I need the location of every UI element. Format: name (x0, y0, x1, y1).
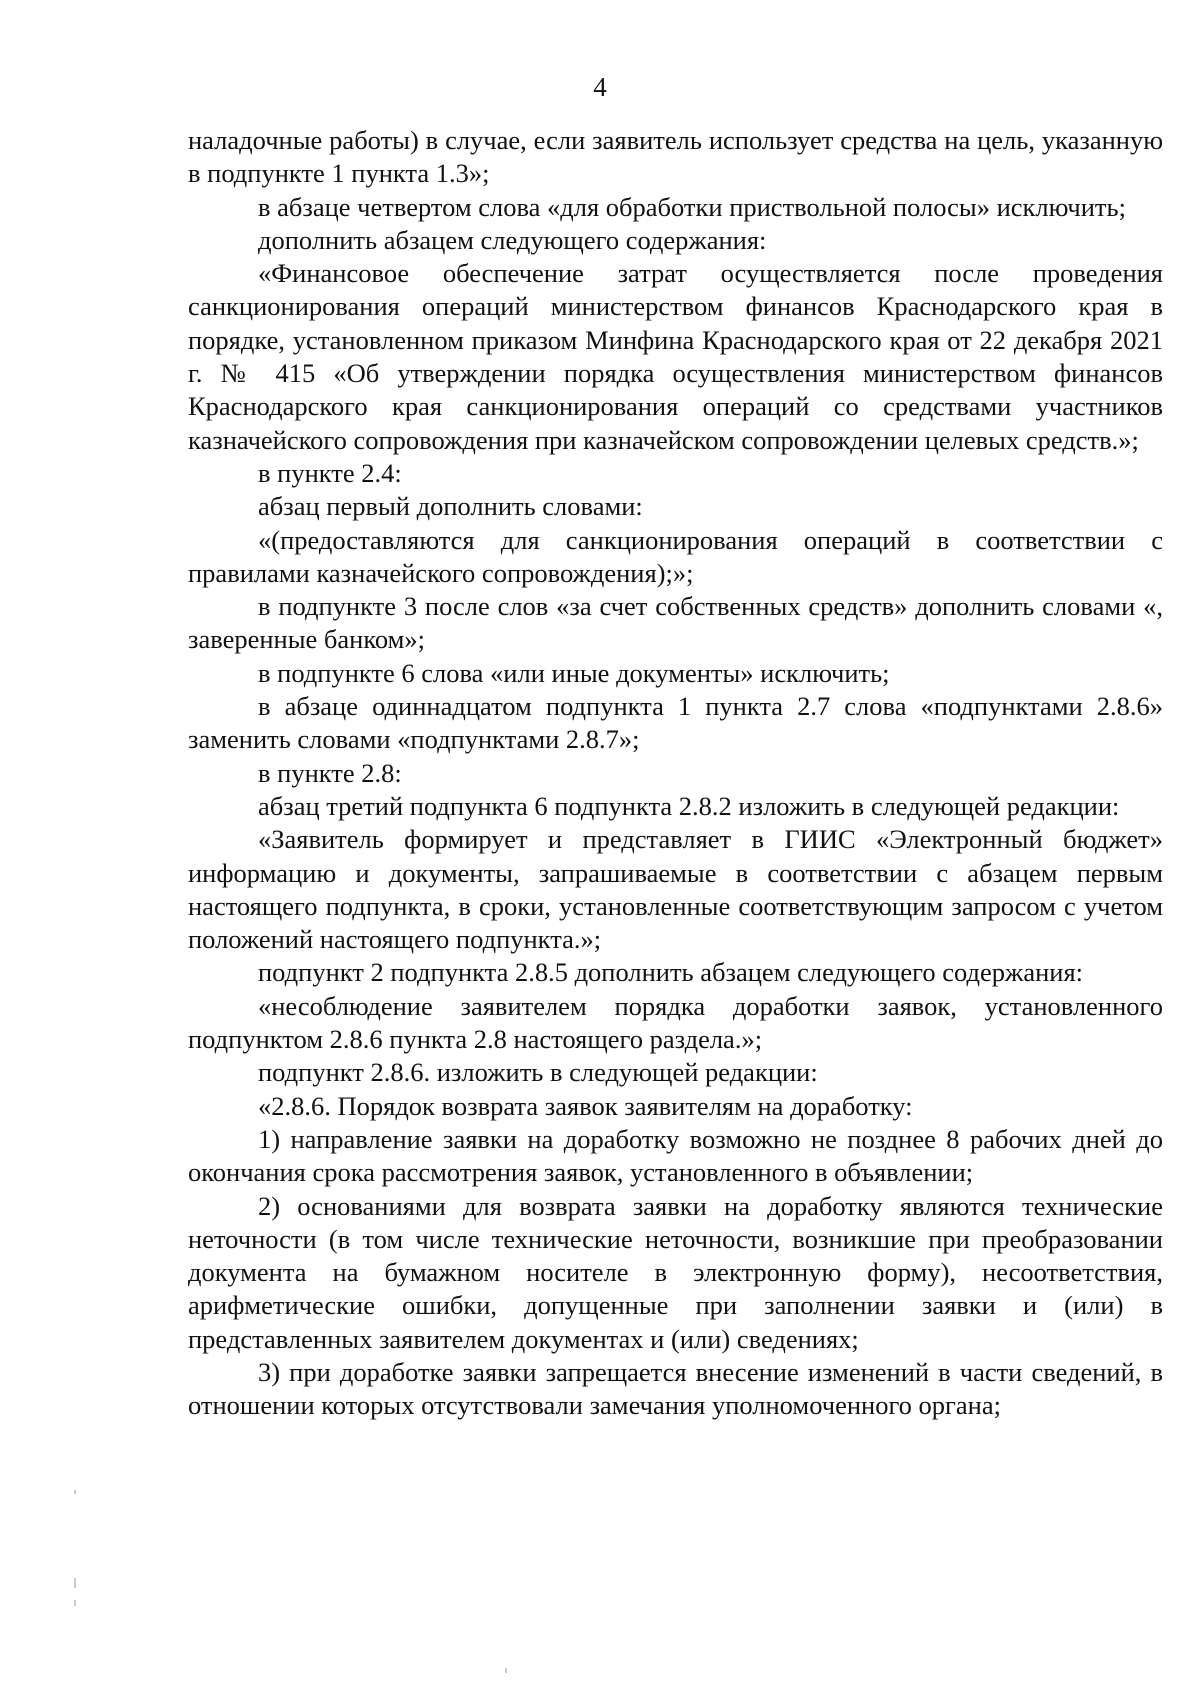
paragraph: «2.8.6. Порядок возврата заявок заявителям на доработку: (258, 1090, 913, 1121)
paragraph: «Финансовое обеспечение затрат осуществляется после проведения санкционирования операций министерством финансов Краснодарского края в порядке, установленном приказом Минфина Краснодарского края от 22 декабря 2021 г. № 415 «Об утверждении порядка осуществления министерством финансов Краснодарского края санкционирования операций со средствами участников казначейского сопровождения при казначейском сопровождении целевых средств.»; (188, 258, 1163, 455)
scan-speck (74, 1490, 76, 1494)
paragraph: подпункт 2.8.6. изложить в следующей редакции: (258, 1057, 818, 1088)
scan-speck (505, 1668, 507, 1673)
paragraph: абзац первый дополнить словами: (258, 491, 643, 522)
paragraph: в абзаце одиннадцатом подпункта 1 пункта 2.7 слова «подпунктами 2.8.6» заменить словами «подпунктами 2.8.7»; (188, 691, 1163, 755)
paragraph: 3) при доработке заявки запрещается внесение изменений в части сведений, в отношении которых отсутствовали замечания уполномоченного органа; (188, 1356, 1163, 1421)
paragraph-continuation: наладочные работы) в случае, если заявитель использует средства на цель, указанную в подпункте 1 пункта 1.3»; (188, 125, 1163, 189)
scan-speck (74, 1600, 76, 1606)
paragraph: 2) основаниями для возврата заявки на доработку являются технические неточности (в том числе технические неточности, возникшие при преобразовании документа на бумажном носителе в электронную форму), несоответствия, арифметические ошибки, допущенные при заполнении заявки и (или) в представленных заявителем документах и (или) сведениях; (188, 1190, 1163, 1354)
paragraph: абзац третий подпункта 6 подпункта 2.8.2 изложить в следующей редакции: (258, 790, 1120, 821)
paragraph: «несоблюдение заявителем порядка доработки заявок, установленного подпунктом 2.8.6 пункта 2.8 настоящего раздела.»; (188, 990, 1163, 1055)
paragraph: 1) направление заявки на доработку возможно не позднее 8 рабочих дней до окончания срока рассмотрения заявок, установленного в объявлении; (188, 1123, 1163, 1188)
paragraph: подпункт 2 подпункта 2.8.5 дополнить абзацем следующего содержания: (258, 957, 1083, 988)
paragraph: в пункте 2.8: (258, 757, 402, 788)
paragraph: в абзаце четвертом слова «для обработки приствольной полосы» исключить; (258, 191, 1126, 222)
paragraph: в пункте 2.4: (258, 457, 402, 488)
paragraph: «Заявитель формирует и представляет в ГИИС «Электронный бюджет» информацию и документы, запрашиваемые в соответствии с абзацем первым настоящего подпункта, в сроки, установленные соответствующим запросом с учетом положений настоящего подпункта.»; (188, 824, 1163, 955)
page-number: 4 (593, 72, 607, 102)
paragraph: в подпункте 6 слова «или иные документы» исключить; (258, 657, 890, 688)
paragraph: «(предоставляются для санкционирования операций в соответствии с правилами казначейского сопровождения);»; (188, 524, 1163, 588)
document-body (188, 124, 1163, 1423)
paragraph: в подпункте 3 после слов «за счет собственных средств» дополнить словами «, заверенные банком»; (188, 591, 1163, 655)
scan-speck (74, 1578, 76, 1588)
paragraph: дополнить абзацем следующего содержания: (258, 224, 767, 255)
